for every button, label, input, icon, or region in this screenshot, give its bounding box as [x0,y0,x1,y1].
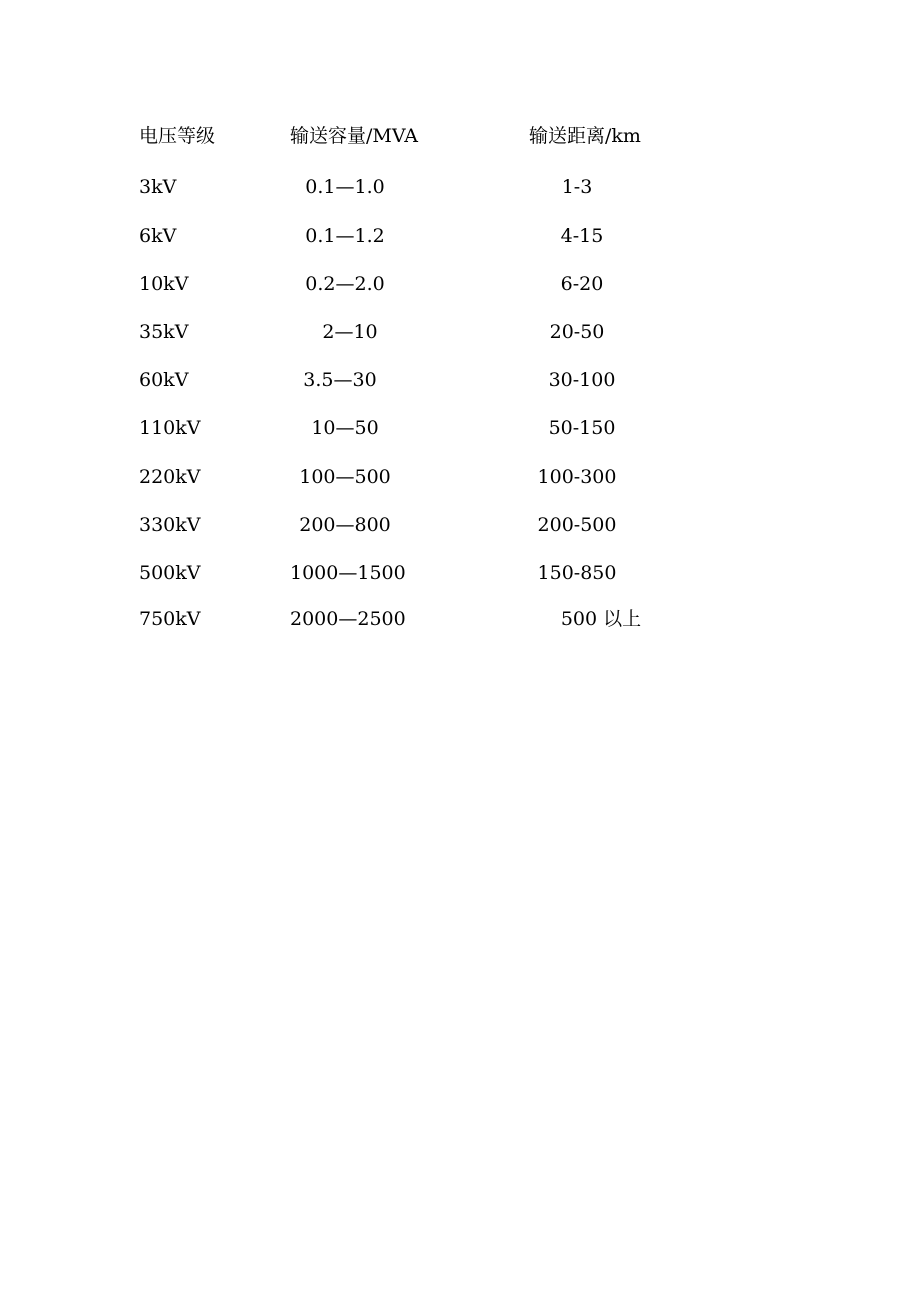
distance-cell: 1-3 [561,176,593,198]
capacity-cell: 0.1—1.2 [305,225,385,247]
voltage-cell: 330kV [139,514,201,536]
table-row [0,269,920,299]
table-header [0,121,920,151]
distance-cell: 30-100 [548,369,616,391]
distance-cell: 500 以上 [560,608,642,630]
voltage-cell: 35kV [139,321,189,343]
table-row [0,172,920,202]
voltage-cell: 3kV [139,176,177,198]
voltage-cell: 6kV [139,225,177,247]
table-row [0,558,920,588]
table-row [0,413,920,443]
capacity-cell: 100—500 [299,466,391,488]
table-row [0,510,920,540]
capacity-cell: 2—10 [322,321,378,343]
table-row [0,365,920,395]
capacity-cell: 200—800 [299,514,391,536]
table-row [0,604,920,634]
distance-cell: 20-50 [549,321,605,343]
capacity-cell: 2000—2500 [290,608,406,630]
distance-cell: 6-20 [560,273,604,295]
header-capacity: 输送容量/MVA [290,125,419,147]
voltage-cell: 110kV [139,417,201,439]
header-distance: 输送距离/km [529,125,641,147]
table-row [0,317,920,347]
voltage-cell: 220kV [139,466,201,488]
distance-cell: 200-500 [537,514,617,536]
distance-cell: 100-300 [537,466,617,488]
header-voltage-level: 电压等级 [139,125,216,147]
voltage-cell: 750kV [139,608,201,630]
capacity-cell: 10—50 [311,417,379,439]
table-row [0,462,920,492]
capacity-cell: 1000—1500 [290,562,406,584]
voltage-cell: 10kV [139,273,189,295]
voltage-cell: 60kV [139,369,189,391]
capacity-cell: 3.5—30 [303,369,377,391]
distance-cell: 4-15 [560,225,604,247]
table-row [0,221,920,251]
capacity-cell: 0.2—2.0 [305,273,385,295]
voltage-cell: 500kV [139,562,201,584]
distance-cell: 150-850 [537,562,617,584]
distance-cell: 50-150 [548,417,616,439]
capacity-cell: 0.1—1.0 [305,176,385,198]
